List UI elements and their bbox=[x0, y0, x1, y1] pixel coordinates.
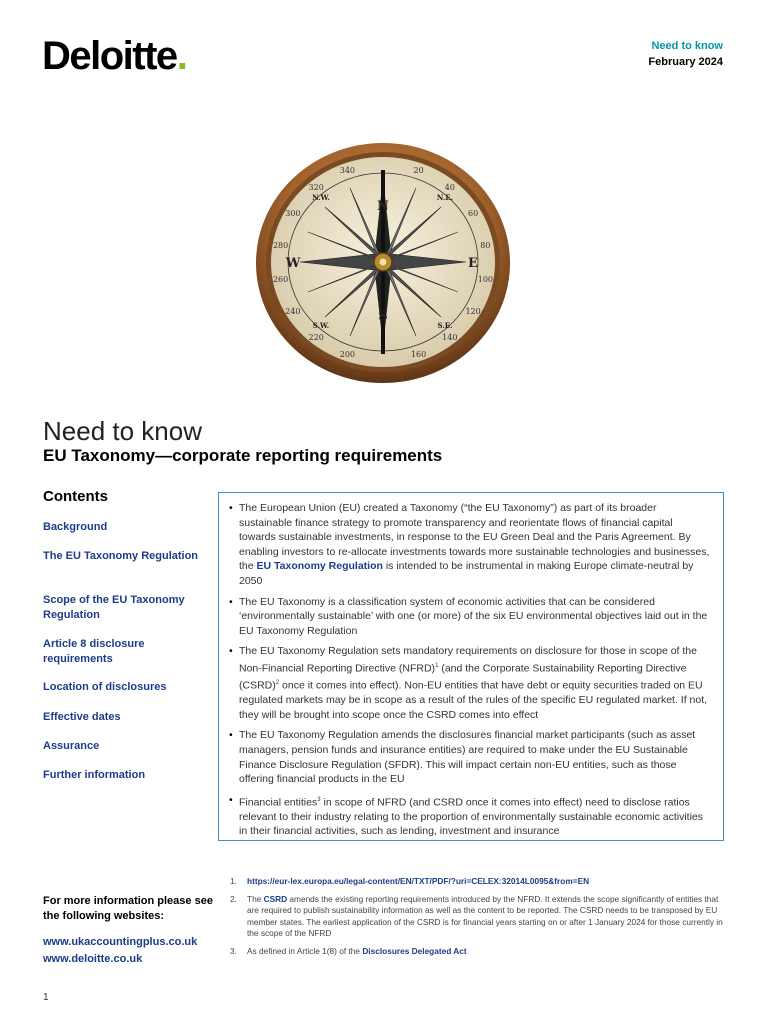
footnote-ref[interactable]: 2 bbox=[275, 680, 280, 687]
header-kicker: Need to know bbox=[651, 40, 723, 52]
header-date: February 2024 bbox=[648, 56, 723, 68]
compass-degree-label: 280 bbox=[272, 241, 289, 250]
compass-letter-ne: N.E. bbox=[436, 193, 454, 202]
compass-degree-label: 240 bbox=[285, 307, 301, 316]
bullet-text: The EU Taxonomy Regulation sets mandatory requirements on disclosure for those in scope of the Non-Financial Reporting Directive (NFRD) bbox=[239, 645, 697, 675]
bullet-text: The EU Taxonomy Regulation amends the disclosures financial market participants (such as asset managers, pension funds and insurance entities) are required to make under the EU Sustainable Finance Disclosure Regulation (SFDR). This will impact certain non-EU entities, such as those offering financial products in the EU bbox=[239, 729, 696, 786]
compass-degree-label: 60 bbox=[468, 209, 479, 218]
footnote-1 bbox=[230, 876, 724, 888]
toc-item-regulation[interactable]: The EU Taxonomy Regulation bbox=[43, 550, 199, 562]
bullet-text: in scope of NFRD (and CSRD once it comes into effect) need to disclose ratios relevant to their industry relating to the proportion of environmentally sustainable economic activities in their financial activities, such as lending, investment and insurance bbox=[239, 796, 703, 838]
footnote-text: amends the existing reporting requirements introduced by the NFRD. It extends the scope significantly of entities that are required to publish sustainability information as well as the content to be reported. The CSRD needs to be transposed by EU member states. The earliest application of the CSRD is for financial years starting on or after 1 January 2024 for those currently in the scope of the NFRD bbox=[247, 893, 723, 938]
compass-degree-label: 40 bbox=[444, 182, 455, 192]
compass-letter-nw: N.W. bbox=[312, 193, 330, 202]
ukaccountingplus-link[interactable]: www.ukaccountingplus.co.uk bbox=[43, 936, 198, 948]
summary-bullet bbox=[229, 595, 711, 639]
page-number: 1 bbox=[43, 992, 49, 1003]
footnote-text: As defined in Article 1(8) of the bbox=[247, 945, 363, 956]
footnote-ref[interactable]: 3 bbox=[317, 796, 321, 803]
compass-letter-se: S.E. bbox=[437, 321, 453, 330]
footnote-3 bbox=[230, 946, 724, 958]
footnote-number: 3. bbox=[230, 945, 237, 956]
summary-box bbox=[218, 492, 724, 841]
compass-icon bbox=[255, 140, 511, 384]
compass-letter-sw: S.W. bbox=[312, 321, 330, 330]
bullet-text: Financial entities bbox=[239, 796, 318, 809]
deloitte-logo bbox=[42, 34, 186, 79]
compass-letter-e: E bbox=[468, 256, 478, 271]
toc-item-location[interactable]: Location of disclosures bbox=[43, 681, 167, 693]
bullet-text: The European Union (EU) created a Taxonomy (“the EU Taxonomy”) as part of its broader sustainable finance strategy to promote transparency and reorientate flows of financial capital towards sustainable investments, in response to the EU Green Deal and the Paris Agreement. By enabling investors to re-allocate investments towards more sustainable technologies and businesses, the bbox=[239, 502, 710, 573]
footnotes bbox=[230, 876, 724, 963]
toc-item-scope[interactable]: Scope of the EU Taxonomy Regulation bbox=[43, 594, 185, 621]
summary-bullet bbox=[229, 501, 711, 589]
compass-degree-label: 120 bbox=[465, 307, 481, 316]
disclosures-delegated-act-link[interactable]: Disclosures Delegated Act bbox=[362, 945, 467, 956]
summary-bullet bbox=[229, 728, 711, 786]
logo-dot: . bbox=[176, 34, 187, 78]
header-meta bbox=[648, 38, 723, 70]
page-title: Need to know bbox=[43, 416, 202, 446]
eu-taxonomy-regulation-link[interactable]: EU Taxonomy Regulation bbox=[256, 560, 383, 573]
compass-letter-w: W bbox=[285, 256, 301, 271]
compass-letter-s: S bbox=[378, 309, 388, 324]
website-links bbox=[43, 934, 197, 968]
footnote-2 bbox=[230, 894, 724, 940]
compass-degree-label: 220 bbox=[308, 333, 324, 343]
compass-degree-label: 260 bbox=[272, 275, 289, 284]
compass-letter-n: N bbox=[377, 199, 389, 214]
contents-heading: Contents bbox=[43, 488, 108, 505]
deloitte-link[interactable]: www.deloitte.co.uk bbox=[43, 953, 143, 965]
bullet-text: is intended to be instrumental in making Europe climate-neutral by 2050 bbox=[239, 560, 694, 587]
bullet-text: The EU Taxonomy is a classification system of economic activities that can be considered ‘environmentally sustainable’ with one (or more) of the six EU environmental objectives laid out in the EU Taxonomy Regulation bbox=[239, 595, 708, 637]
compass-degree-label: 340 bbox=[339, 165, 356, 175]
toc-item-article-8[interactable]: Article 8 disclosure requirements bbox=[43, 638, 145, 665]
eur-lex-link[interactable]: https://eur-lex.europa.eu/legal-content/EN/TXT/PDF/?uri=CELEX:32014L0095&from=EN bbox=[247, 876, 590, 886]
compass-degree-label: 80 bbox=[480, 241, 491, 250]
page-subtitle: EU Taxonomy—corporate reporting requirements bbox=[43, 446, 443, 465]
compass-degree-label: 20 bbox=[413, 165, 424, 175]
bullet-text: (and the Corporate Sustainability Reporting Directive (CSRD) bbox=[239, 662, 687, 692]
toc-item-further-information[interactable]: Further information bbox=[43, 769, 146, 781]
more-info-text: For more information please see the following websites: bbox=[43, 895, 213, 922]
logo-text: Deloitte bbox=[42, 34, 177, 78]
footnote-text: The bbox=[247, 893, 264, 904]
compass-degree-label: 140 bbox=[442, 333, 458, 343]
toc-item-assurance[interactable]: Assurance bbox=[43, 740, 100, 752]
footnote-number: 1. bbox=[230, 876, 237, 886]
compass-degree-label: 160 bbox=[410, 350, 427, 360]
footnote-number: 2. bbox=[230, 893, 237, 904]
bullet-text: once it comes into effect). Non-EU entities that have debt or equity securities traded on EU regulated markets may be in scope as a result of the rules of the specific EU regulated market. If not, they will be brought into scope once the CSRD comes into effect bbox=[239, 679, 708, 721]
footnote-ref[interactable]: 1 bbox=[435, 662, 439, 669]
csrd-link[interactable]: CSRD bbox=[263, 893, 288, 904]
toc-item-effective-dates[interactable]: Effective dates bbox=[43, 711, 121, 723]
compass-degree-label: 320 bbox=[308, 182, 324, 192]
toc-item-background[interactable]: Background bbox=[43, 521, 108, 533]
compass-degree-label: 200 bbox=[339, 350, 356, 360]
compass-degree-label: 300 bbox=[285, 209, 301, 218]
summary-bullet bbox=[229, 793, 711, 839]
compass-degree-label: 100 bbox=[477, 275, 494, 284]
summary-bullet bbox=[229, 644, 711, 722]
